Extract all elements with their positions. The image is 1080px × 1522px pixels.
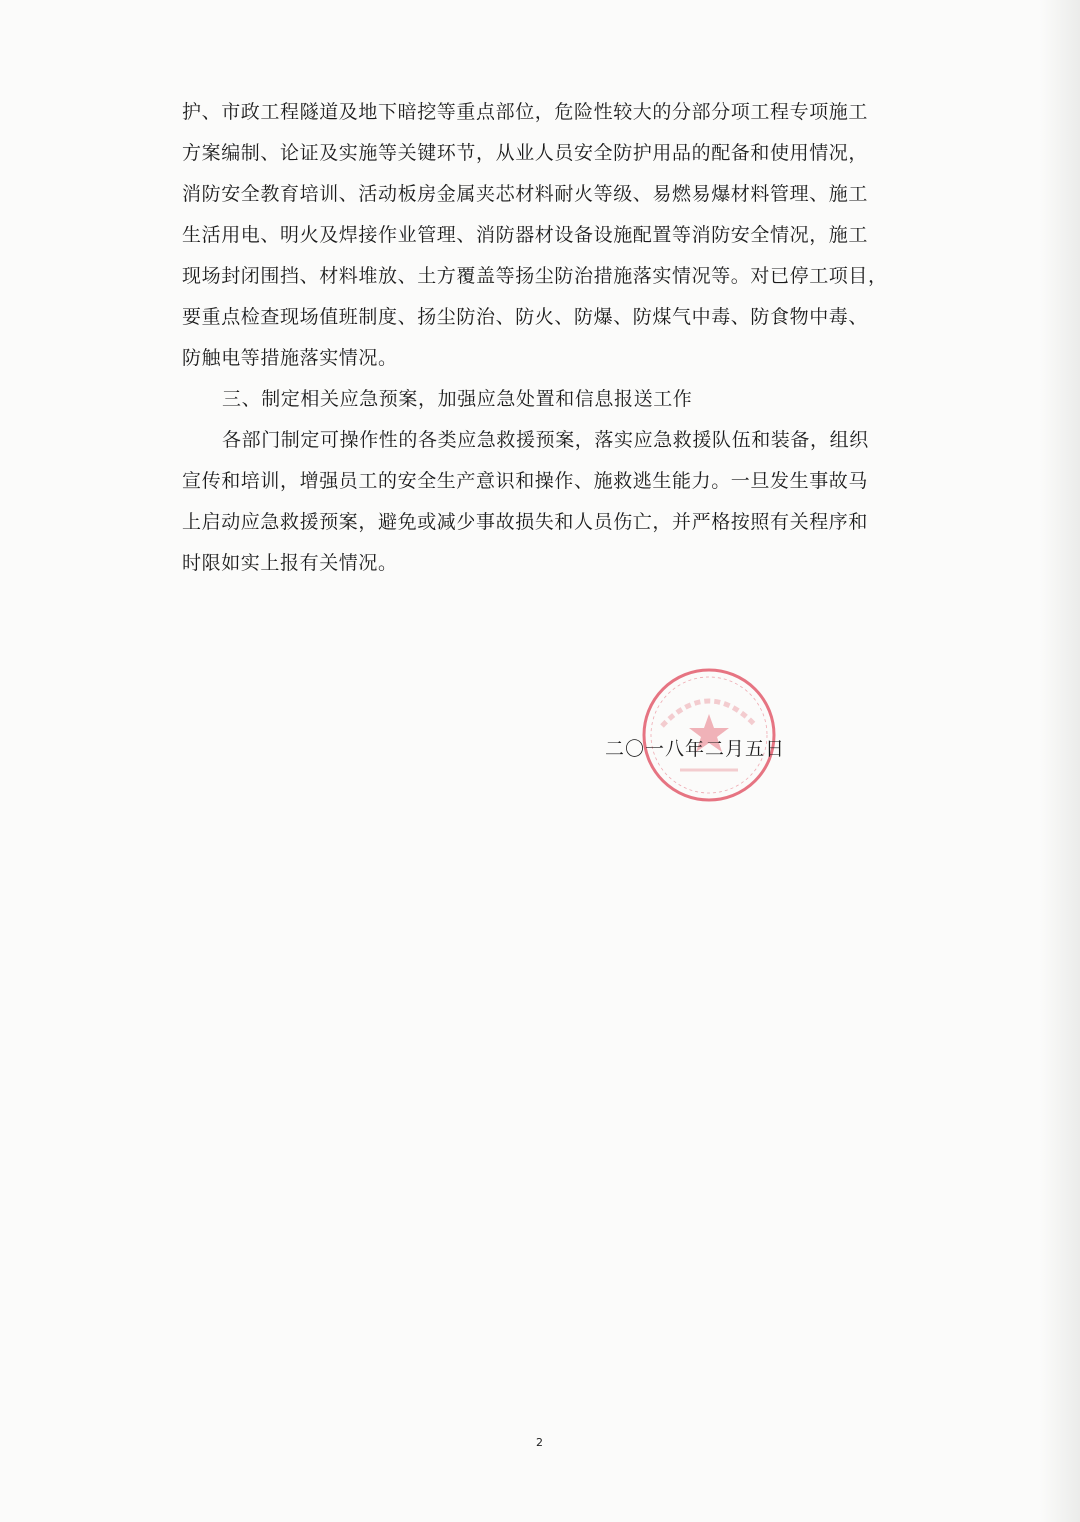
page-number: 2: [536, 1436, 543, 1449]
body-line-5: 现场封闭围挡、材料堆放、土方覆盖等扬尘防治措施落实情况等。对已停工项目，: [182, 265, 888, 287]
section-line-3: 上启动应急救援预案，避免或减少事故损失和人员伤亡，并严格按照有关程序和: [182, 511, 869, 533]
section-heading: 三、制定相关应急预案，加强应急处置和信息报送工作: [222, 388, 693, 410]
scan-edge-shadow: [1040, 0, 1080, 1522]
body-line-2: 方案编制、论证及实施等关键环节，从业人员安全防护用品的配备和使用情况，: [182, 142, 869, 164]
body-text: [182, 92, 910, 584]
body-line-1: 护、市政工程隧道及地下暗挖等重点部位，危险性较大的分部分项工程专项施工: [182, 101, 869, 123]
body-line-4: 生活用电、明火及焊接作业管理、消防器材设备设施配置等消防安全情况，施工: [182, 224, 869, 246]
body-line-6: 要重点检查现场值班制度、扬尘防治、防火、防爆、防煤气中毒、防食物中毒、: [182, 306, 869, 328]
document-date: 二〇一八年二月五日: [605, 738, 786, 760]
section-line-1: 各部门制定可操作性的各类应急救援预案，落实应急救援队伍和装备，组织: [222, 429, 869, 451]
body-line-3: 消防安全教育培训、活动板房金属夹芯材料耐火等级、易燃易爆材料管理、施工: [182, 183, 869, 205]
section-line-4: 时限如实上报有关情况。: [182, 552, 398, 574]
section-line-2: 宣传和培训，增强员工的安全生产意识和操作、施救逃生能力。一旦发生事故马: [182, 470, 869, 492]
body-line-7: 防触电等措施落实情况。: [182, 347, 398, 369]
